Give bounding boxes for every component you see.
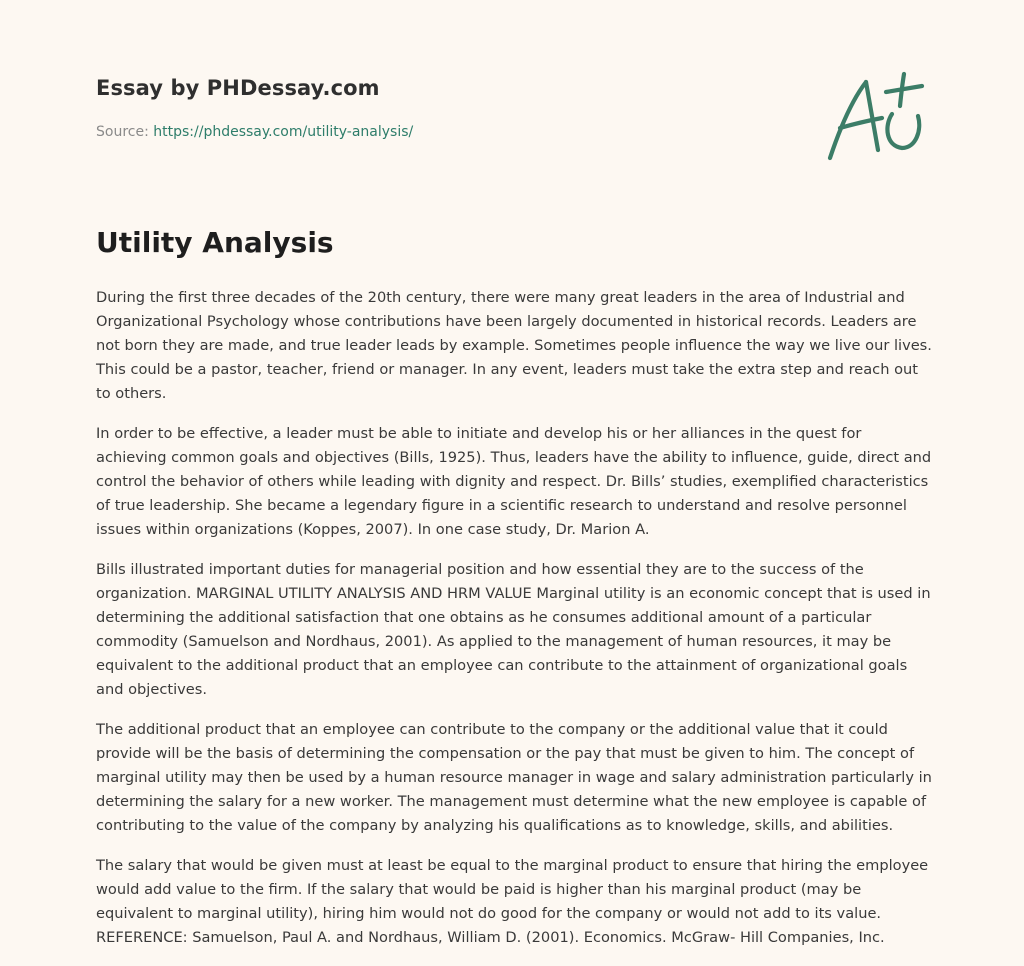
- source-link[interactable]: https://phdessay.com/utility-analysis/: [153, 124, 414, 140]
- source-label: Source:: [96, 124, 149, 140]
- source-line: [96, 124, 413, 140]
- article-body: [96, 286, 932, 966]
- a-plus-logo-icon: [822, 66, 926, 166]
- article-title: Utility Analysis: [96, 226, 334, 259]
- paragraph: Bills illustrated important duties for managerial position and how essential they are to the success of the organization. MARGINAL UTILITY ANALYSIS AND HRM VALUE Marginal utility is an economic concept that is used in determining the additional satisfaction that one obtains as he consumes additional amount of a particular commodity (Samuelson and Nordhaus, 2001). As applied to the management of human resources, it may be equivalent to the additional product that an employee can contribute to the attainment of organizational goals and objectives.: [96, 561, 931, 698]
- header-brand: Essay by PHDessay.com: [96, 76, 380, 100]
- paragraph: During the first three decades of the 20th century, there were many great leaders in the area of Industrial and Organizational Psychology whose contributions have been largely documented in historical records. Leaders are not born they are made, and true leader leads by example. Sometimes people influence the way we live our lives. This could be a pastor, teacher, friend or manager. In any event, leaders must take the extra step and reach out to others.: [96, 289, 932, 402]
- paragraph: The additional product that an employee can contribute to the company or the additional value that it could provide will be the basis of determining the compensation or the pay that must be given to him. The concept of marginal utility may then be used by a human resource manager in wage and salary administration particularly in determining the salary for a new worker. The management must determine what the new employee is capable of contributing to the value of the company by analyzing his qualifications as to knowledge, skills, and abilities.: [96, 721, 932, 834]
- paragraph: In order to be effective, a leader must be able to initiate and develop his or her alliances in the quest for achieving common goals and objectives (Bills, 1925). Thus, leaders have the ability to influence, guide, direct and control the behavior of others while leading with dignity and respect. Dr. Bills’ studies, exemplified characteristics of true leadership. She became a legendary figure in a scientific research to understand and resolve personnel issues within organizations (Koppes, 2007). In one case study, Dr. Marion A.: [96, 425, 932, 538]
- paragraph: The salary that would be given must at least be equal to the marginal product to ensure that hiring the employee would add value to the firm. If the salary that would be paid is higher than his marginal product (may be equivalent to marginal utility), hiring him would not do good for the company or would not add to its value. REFERENCE: Samuelson, Paul A. and Nordhaus, William D. (2001). Economics. McGraw- Hill Companies, Inc.: [96, 857, 929, 946]
